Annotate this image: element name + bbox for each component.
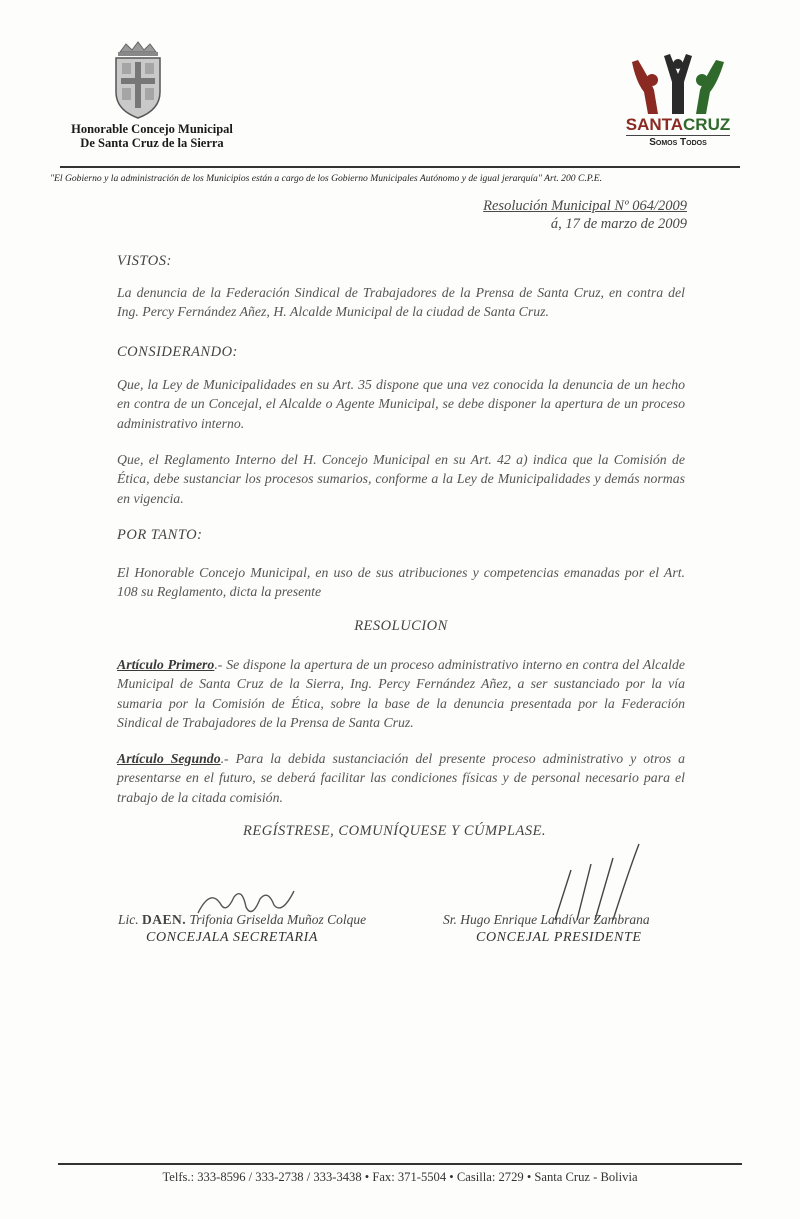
header-divider bbox=[60, 166, 740, 168]
council-name bbox=[52, 122, 252, 150]
considerando-paragraph-1: Que, la Ley de Municipalidades en su Art. 35 dispone que una vez conocida la denuncia de un hecho en contra de un Concejal, el Alcalde o Agente Municipal, se debe disponer la apertura de un proceso administrativo interno. bbox=[117, 377, 685, 431]
article-1-text: .- Se dispone la apertura de un proceso administrativo interno en contra del Alcalde Municipal de Santa Cruz de la Sierra, Ing. Percy Fernández Añez, a ser sustanciado por la vía sumaria por la Comisión de Ética, sobre la base de la denuncia presentada por la Federación Sindical de Trabajadores de la Prensa de Santa Cruz. bbox=[117, 657, 685, 730]
figures-icon bbox=[618, 52, 738, 116]
por-tanto-paragraph: El Honorable Concejo Municipal, en uso de sus atribuciones y competencias emanadas por el Art. 108 su Reglamento, dicta la presente bbox=[117, 565, 685, 600]
closing-formula: REGÍSTRESE, COMUNÍQUESE Y CÚMPLASE. bbox=[243, 823, 547, 839]
left-signatory-title: CONCEJALA SECRETARIA bbox=[146, 930, 319, 945]
logo-tagline: Somos Todos bbox=[649, 137, 707, 148]
council-name-line1: Honorable Concejo Municipal bbox=[71, 122, 233, 136]
left-signatory-fullname: Trifonia Griselda Muñoz Colque bbox=[186, 912, 367, 927]
vistos-paragraph: La denuncia de la Federación Sindical de Trabajadores de la Prensa de Santa Cruz, en contra del Ing. Percy Fernández Añez, H. Alcalde Municipal de la ciudad de Santa Cruz. bbox=[117, 285, 685, 320]
right-signatory-name: Sr. Hugo Enrique Landívar Zambrana bbox=[443, 912, 650, 927]
vistos-heading: VISTOS: bbox=[117, 253, 172, 269]
considerando-paragraph-2: Que, el Reglamento Interno del H. Concejo Municipal en su Art. 42 a) indica que la Comisión de Ética, debe sustanciar los procesos sumarios, conforme a la Ley de Municipalidades y demás normas en vigencia. bbox=[117, 452, 685, 506]
article-1-label: Artículo Primero bbox=[117, 657, 215, 672]
resolucion-heading: RESOLUCION bbox=[354, 618, 448, 634]
right-signatory-title: CONCEJAL PRESIDENTE bbox=[476, 930, 642, 945]
coat-of-arms-emblem bbox=[104, 40, 172, 122]
left-signatory-prefix: Lic. bbox=[118, 912, 143, 927]
article-2-text: .- Para la debida sustanciación del presente proceso administrativo y otros a presentarse en el futuro, se deberá facilitar las condiciones físicas y de personal necesario para el trabajo de la citada comisión. bbox=[117, 751, 685, 805]
resolution-number: Resolución Municipal Nº 064/2009 bbox=[483, 198, 687, 214]
constitutional-motto: "El Gobierno y la administración de los Municipios están a cargo de los Gobierno Municipales Autónomo y de igual jerarquía" Art. 200 C.P.E. bbox=[50, 173, 603, 184]
santa-cruz-logo bbox=[618, 52, 738, 154]
article-2-paragraph bbox=[117, 749, 685, 807]
considerando-heading: CONSIDERANDO: bbox=[117, 344, 238, 360]
logo-word-santa: SANTA bbox=[625, 115, 684, 134]
left-signatory-name bbox=[118, 912, 366, 928]
article-2-label: Artículo Segundo bbox=[117, 751, 221, 766]
logo-word-cruz: CRUZ bbox=[683, 115, 731, 134]
por-tanto-heading: POR TANTO: bbox=[117, 527, 203, 543]
left-signatory-degree: DAEN. bbox=[142, 912, 187, 927]
footer-contact-info: Telfs.: 333-8596 / 333-2738 / 333-3438 • Fax: 371-5504 • Casilla: 2729 • Santa Cruz - Bolivia bbox=[162, 1170, 638, 1184]
council-name-line2: De Santa Cruz de la Sierra bbox=[80, 136, 224, 150]
article-1-paragraph bbox=[117, 655, 685, 732]
footer-divider bbox=[58, 1163, 742, 1165]
resolution-date: á, 17 de marzo de 2009 bbox=[550, 216, 687, 232]
